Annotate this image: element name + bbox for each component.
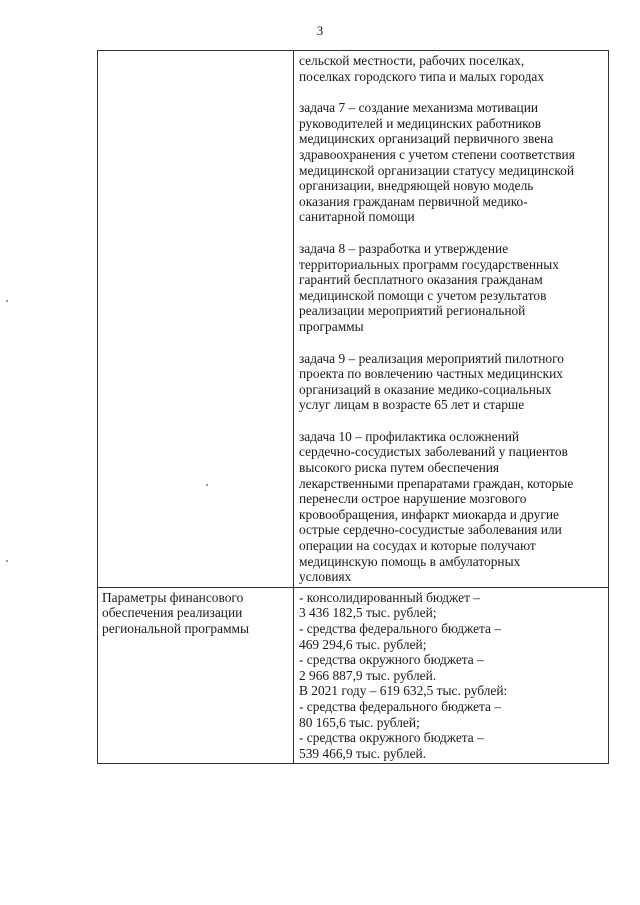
text-line: организации, внедряющей новую модель <box>299 178 534 194</box>
task-8 <box>299 241 605 335</box>
text-line: санитарной помощи <box>299 209 415 225</box>
text-line: В 2021 году – 619 632,5 тыс. рублей: <box>299 683 508 699</box>
text-line: высокого риска путем обеспечения <box>299 460 500 476</box>
text-line: реализации мероприятий региональной <box>299 303 526 319</box>
text-line: - средства федерального бюджета – <box>299 621 502 636</box>
text-line: 539 466,9 тыс. рублей. <box>299 745 427 761</box>
text-line: задача 9 – реализация мероприятий пилотного <box>299 350 564 366</box>
text-line: медицинской помощи с учетом результатов <box>299 287 547 303</box>
text-line: 80 165,6 тыс. рублей; <box>299 714 420 730</box>
financing-values-cell <box>294 587 609 764</box>
text-line: медицинских организаций первичного звена <box>299 131 554 147</box>
text-line: руководителей и медицинских работников <box>299 115 542 131</box>
text-line: 3 436 182,5 тыс. рублей; <box>299 605 437 621</box>
tasks-cell <box>294 51 609 588</box>
scan-speck <box>6 560 8 562</box>
text-line: - консолидированный бюджет – <box>299 589 480 605</box>
text-line: задача 7 – создание механизма мотивации <box>299 100 539 116</box>
task-9 <box>299 351 605 413</box>
task-10 <box>299 429 605 585</box>
text-line: задача 10 – профилактика осложнений <box>299 428 520 444</box>
text-line: Параметры финансового <box>102 589 244 605</box>
program-passport-table <box>97 50 609 764</box>
text-line: лекарственными препаратами граждан, которые <box>299 475 574 491</box>
text-line: медицинской организации статусу медицинской <box>299 162 575 178</box>
table-row-tasks <box>98 51 609 588</box>
page-number: 3 <box>316 23 324 38</box>
table-row-financing <box>98 587 609 764</box>
scan-speck <box>6 300 8 302</box>
text-line: 469 294,6 тыс. рублей; <box>299 636 427 652</box>
text-line: региональной программы <box>102 621 250 636</box>
text-line: острые сердечно-сосудистые заболевания или <box>299 522 562 538</box>
text-line: поселках городского типа и малых городах <box>299 68 545 84</box>
text-line: сердечно-сосудистых заболеваний у пациентов <box>299 444 568 460</box>
text-line: 2 966 887,9 тыс. рублей. <box>299 667 437 683</box>
text-line: операции на сосудах и которые получают <box>299 538 536 554</box>
text-line: - средства окружного бюджета – <box>299 730 484 746</box>
text-line: проекта по вовлечению частных медицинских <box>299 366 563 382</box>
text-line: программы <box>299 318 364 334</box>
text-line: - средства окружного бюджета – <box>299 652 484 668</box>
task-6-continuation <box>299 53 605 84</box>
text-line: перенесли острое нарушение мозгового <box>299 491 527 507</box>
task-7 <box>299 100 605 225</box>
text-line: медицинскую помощь в амбулаторных <box>299 553 521 569</box>
text-line: задача 8 – разработка и утверждение <box>299 240 509 256</box>
text-line: организаций в оказание медико-социальных <box>299 381 552 397</box>
text-line: - средства федерального бюджета – <box>299 698 502 714</box>
text-line: услуг лицам в возрасте 65 лет и старше <box>299 397 525 413</box>
text-line: территориальных программ государственных <box>299 256 559 272</box>
text-line: оказания гражданам первичной медико- <box>299 193 528 209</box>
text-line: гарантий бесплатного оказания гражданам <box>299 272 543 288</box>
row-label-cell-empty <box>98 51 294 588</box>
financing-label-cell <box>98 587 294 764</box>
text-line: здравоохранения с учетом степени соответствия <box>299 146 575 162</box>
text-line: сельской местности, рабочих поселках, <box>299 53 525 68</box>
text-line: кровообращения, инфаркт миокарда и другие <box>299 506 559 522</box>
text-line: обеспечения реализации <box>102 605 243 621</box>
scan-speck <box>206 484 208 486</box>
text-line: условиях <box>299 569 352 585</box>
